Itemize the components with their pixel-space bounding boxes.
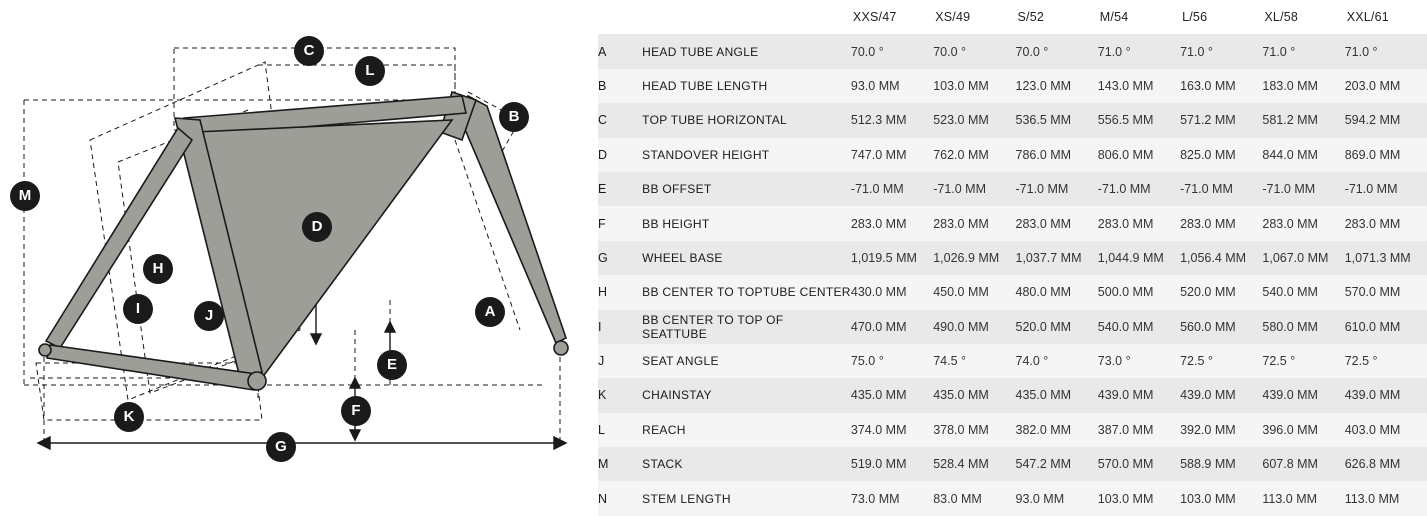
row-value: 825.0 MM [1180,138,1262,172]
row-value: 450.0 MM [933,275,1015,309]
row-name: BB CENTER TO TOP OF SEATTUBE [642,310,851,344]
row-value: 1,019.5 MM [851,241,933,275]
row-value: 500.0 MM [1098,275,1180,309]
header-size-3: M/54 [1098,0,1180,34]
row-letter: H [598,275,642,309]
row-value: 283.0 MM [1345,206,1427,240]
row-value: 1,026.9 MM [933,241,1015,275]
row-value: 570.0 MM [1345,275,1427,309]
callout-I: I [123,294,153,324]
geometry-spec-table [598,0,1427,516]
row-letter: D [598,138,642,172]
row-value: -71.0 MM [1016,172,1098,206]
row-letter: L [598,413,642,447]
row-value: 374.0 MM [851,413,933,447]
header-size-1: XS/49 [933,0,1015,34]
row-value: 570.0 MM [1098,447,1180,481]
row-value: 143.0 MM [1098,69,1180,103]
row-letter: F [598,206,642,240]
row-value: 580.0 MM [1262,310,1344,344]
row-value: 523.0 MM [933,103,1015,137]
row-name: STACK [642,447,851,481]
callout-D: D [302,212,332,242]
row-value: 519.0 MM [851,447,933,481]
row-value: 607.8 MM [1262,447,1344,481]
row-value: 747.0 MM [851,138,933,172]
row-value: 387.0 MM [1098,413,1180,447]
row-value: 439.0 MM [1262,378,1344,412]
callout-H: H [143,254,173,284]
row-value: 869.0 MM [1345,138,1427,172]
row-value: 83.0 MM [933,481,1015,515]
frame-geometry-diagram [0,0,598,516]
header-size-5: XL/58 [1262,0,1344,34]
table-row [598,378,1427,412]
row-value: -71.0 MM [1345,172,1427,206]
row-value: 480.0 MM [1016,275,1098,309]
row-name: TOP TUBE HORIZONTAL [642,103,851,137]
row-value: 71.0 ° [1262,34,1344,68]
callout-A: A [475,297,505,327]
row-value: 556.5 MM [1098,103,1180,137]
row-value: 382.0 MM [1016,413,1098,447]
row-value: 560.0 MM [1180,310,1262,344]
header-size-0: XXS/47 [851,0,933,34]
row-value: 103.0 MM [1098,481,1180,515]
row-value: 70.0 ° [1016,34,1098,68]
table-row [598,481,1427,515]
row-value: 392.0 MM [1180,413,1262,447]
row-value: 75.0 ° [851,344,933,378]
row-value: 470.0 MM [851,310,933,344]
row-name: CHAINSTAY [642,378,851,412]
row-value: 806.0 MM [1098,138,1180,172]
callout-K: K [114,402,144,432]
row-value: 1,067.0 MM [1262,241,1344,275]
row-value: 283.0 MM [1016,206,1098,240]
row-value: 183.0 MM [1262,69,1344,103]
standover-arrow-down [311,334,321,344]
row-value: 520.0 MM [1180,275,1262,309]
row-value: 71.0 ° [1345,34,1427,68]
geometry-spec-table-pane [598,0,1427,516]
header-size-6: XXL/61 [1345,0,1427,34]
row-value: -71.0 MM [933,172,1015,206]
row-letter: B [598,69,642,103]
row-value: 74.0 ° [1016,344,1098,378]
row-value: 512.3 MM [851,103,933,137]
row-value: 540.0 MM [1098,310,1180,344]
row-letter: N [598,481,642,515]
table-row [598,310,1427,344]
row-value: 70.0 ° [851,34,933,68]
header-size-2: S/52 [1016,0,1098,34]
row-value: 540.0 MM [1262,275,1344,309]
callout-J: J [194,301,224,331]
table-row [598,138,1427,172]
row-value: 490.0 MM [933,310,1015,344]
row-value: 1,071.3 MM [1345,241,1427,275]
header-measurement [642,0,851,34]
row-value: 626.8 MM [1345,447,1427,481]
row-name: BB OFFSET [642,172,851,206]
row-value: 1,056.4 MM [1180,241,1262,275]
row-value: -71.0 MM [851,172,933,206]
row-value: 113.0 MM [1345,481,1427,515]
row-value: 430.0 MM [851,275,933,309]
row-value: 93.0 MM [851,69,933,103]
row-value: 594.2 MM [1345,103,1427,137]
table-row [598,447,1427,481]
callout-L: L [355,56,385,86]
row-value: 520.0 MM [1016,310,1098,344]
row-value: 71.0 ° [1098,34,1180,68]
row-letter: C [598,103,642,137]
row-value: 403.0 MM [1345,413,1427,447]
row-value: 73.0 ° [1098,344,1180,378]
row-letter: K [598,378,642,412]
table-row [598,206,1427,240]
row-value: 70.0 ° [933,34,1015,68]
bike-frame-shape [39,92,568,390]
header-letter [598,0,642,34]
row-value: 762.0 MM [933,138,1015,172]
table-row [598,103,1427,137]
row-value: 435.0 MM [851,378,933,412]
row-value: 439.0 MM [1098,378,1180,412]
row-value: 588.9 MM [1180,447,1262,481]
row-name: HEAD TUBE LENGTH [642,69,851,103]
table-header [598,0,1427,34]
row-value: 283.0 MM [1180,206,1262,240]
row-value: 435.0 MM [1016,378,1098,412]
row-value: 71.0 ° [1180,34,1262,68]
table-row [598,344,1427,378]
row-name: STANDOVER HEIGHT [642,138,851,172]
row-value: 528.4 MM [933,447,1015,481]
row-value: 72.5 ° [1180,344,1262,378]
row-value: 73.0 MM [851,481,933,515]
row-value: 396.0 MM [1262,413,1344,447]
callout-F: F [341,396,371,426]
row-name: REACH [642,413,851,447]
callout-M: M [10,181,40,211]
row-value: 123.0 MM [1016,69,1098,103]
row-name: BB HEIGHT [642,206,851,240]
frame-geometry-svg [0,0,598,516]
callout-B: B [499,102,529,132]
row-value: 283.0 MM [933,206,1015,240]
row-value: 283.0 MM [1262,206,1344,240]
row-value: 435.0 MM [933,378,1015,412]
row-value: 610.0 MM [1345,310,1427,344]
row-value: 439.0 MM [1180,378,1262,412]
table-header-row [598,0,1427,34]
row-value: 72.5 ° [1262,344,1344,378]
row-value: -71.0 MM [1262,172,1344,206]
callout-C: C [294,36,324,66]
row-value: 571.2 MM [1180,103,1262,137]
row-letter: G [598,241,642,275]
row-letter: M [598,447,642,481]
row-value: 74.5 ° [933,344,1015,378]
table-row [598,172,1427,206]
header-size-4: L/56 [1180,0,1262,34]
row-value: 786.0 MM [1016,138,1098,172]
row-letter: I [598,310,642,344]
row-value: -71.0 MM [1098,172,1180,206]
row-value: 1,037.7 MM [1016,241,1098,275]
table-row [598,69,1427,103]
callout-G: G [266,432,296,462]
row-value: 93.0 MM [1016,481,1098,515]
row-value: 844.0 MM [1262,138,1344,172]
row-name: STEM LENGTH [642,481,851,515]
table-row [598,241,1427,275]
row-value: 283.0 MM [851,206,933,240]
table-row [598,413,1427,447]
row-value: 103.0 MM [1180,481,1262,515]
row-name: SEAT ANGLE [642,344,851,378]
row-value: 378.0 MM [933,413,1015,447]
row-value: 536.5 MM [1016,103,1098,137]
row-name: HEAD TUBE ANGLE [642,34,851,68]
row-value: 113.0 MM [1262,481,1344,515]
row-value: 103.0 MM [933,69,1015,103]
row-name: WHEEL BASE [642,241,851,275]
row-value: 163.0 MM [1180,69,1262,103]
row-value: 439.0 MM [1345,378,1427,412]
row-value: 581.2 MM [1262,103,1344,137]
row-value: 1,044.9 MM [1098,241,1180,275]
row-letter: E [598,172,642,206]
table-row [598,275,1427,309]
callout-E: E [377,350,407,380]
row-name: BB CENTER TO TOPTUBE CENTER [642,275,851,309]
row-value: 547.2 MM [1016,447,1098,481]
row-value: 203.0 MM [1345,69,1427,103]
table-row [598,34,1427,68]
row-value: 72.5 ° [1345,344,1427,378]
table-body [598,34,1427,515]
row-letter: J [598,344,642,378]
row-value: -71.0 MM [1180,172,1262,206]
row-letter: A [598,34,642,68]
row-value: 283.0 MM [1098,206,1180,240]
